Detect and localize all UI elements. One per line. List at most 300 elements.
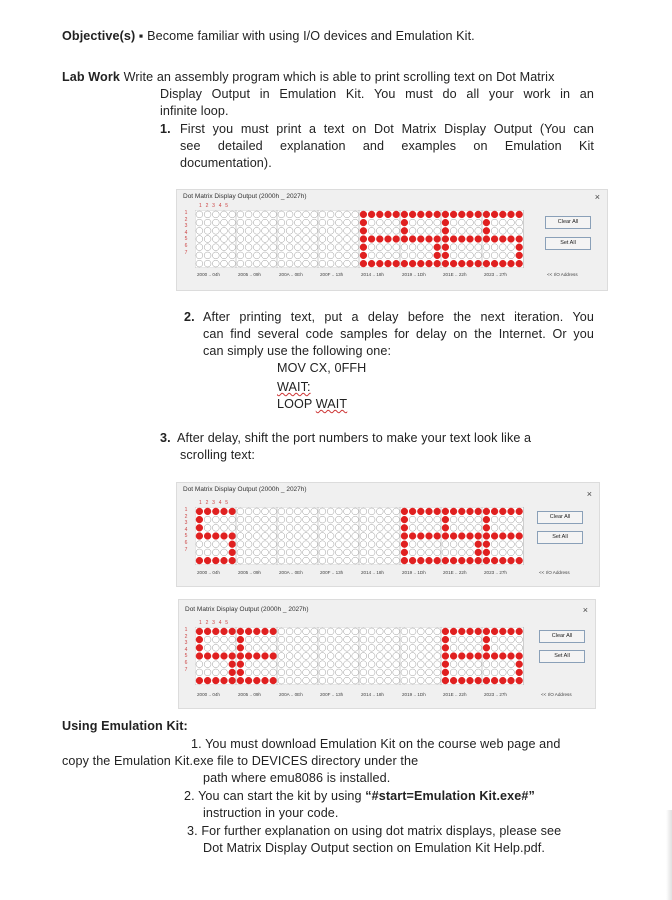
led-dot-off[interactable] bbox=[278, 227, 285, 234]
led-dot-off[interactable] bbox=[491, 669, 498, 676]
led-dot-on[interactable] bbox=[262, 628, 269, 635]
led-dot-off[interactable] bbox=[270, 549, 277, 556]
led-dot-off[interactable] bbox=[352, 541, 359, 548]
clear-all-button[interactable]: Clear All bbox=[539, 630, 585, 643]
led-dot-off[interactable] bbox=[196, 252, 203, 259]
led-dot-off[interactable] bbox=[409, 516, 416, 523]
led-dot-off[interactable] bbox=[516, 644, 523, 651]
led-dot-on[interactable] bbox=[483, 508, 490, 515]
led-dot-off[interactable] bbox=[475, 219, 482, 226]
led-dot-on[interactable] bbox=[212, 557, 219, 564]
led-dot-off[interactable] bbox=[344, 549, 351, 556]
led-dot-off[interactable] bbox=[196, 244, 203, 251]
led-dot-on[interactable] bbox=[434, 260, 441, 267]
led-dot-off[interactable] bbox=[212, 244, 219, 251]
led-dot-off[interactable] bbox=[385, 508, 392, 515]
led-dot-off[interactable] bbox=[467, 516, 474, 523]
led-dot-on[interactable] bbox=[467, 533, 474, 540]
led-dot-off[interactable] bbox=[335, 677, 342, 684]
led-dot-off[interactable] bbox=[360, 516, 367, 523]
led-dot-off[interactable] bbox=[458, 516, 465, 523]
led-dot-off[interactable] bbox=[229, 524, 236, 531]
led-dot-off[interactable] bbox=[401, 244, 408, 251]
led-dot-off[interactable] bbox=[294, 549, 301, 556]
led-dot-on[interactable] bbox=[499, 260, 506, 267]
led-dot-off[interactable] bbox=[270, 557, 277, 564]
led-dot-off[interactable] bbox=[237, 260, 244, 267]
led-dot-off[interactable] bbox=[385, 628, 392, 635]
led-dot-off[interactable] bbox=[294, 236, 301, 243]
led-dot-on[interactable] bbox=[385, 260, 392, 267]
led-dot-on[interactable] bbox=[499, 236, 506, 243]
led-dot-off[interactable] bbox=[319, 236, 326, 243]
led-dot-off[interactable] bbox=[221, 227, 228, 234]
led-dot-off[interactable] bbox=[426, 636, 433, 643]
led-dot-on[interactable] bbox=[458, 260, 465, 267]
led-dot-off[interactable] bbox=[368, 533, 375, 540]
led-dot-off[interactable] bbox=[327, 211, 334, 218]
led-dot-off[interactable] bbox=[294, 661, 301, 668]
led-dot-off[interactable] bbox=[335, 260, 342, 267]
led-dot-on[interactable] bbox=[475, 557, 482, 564]
led-dot-off[interactable] bbox=[491, 644, 498, 651]
led-dot-on[interactable] bbox=[229, 669, 236, 676]
led-dot-off[interactable] bbox=[237, 236, 244, 243]
led-dot-off[interactable] bbox=[450, 244, 457, 251]
led-dot-off[interactable] bbox=[303, 260, 310, 267]
led-dot-off[interactable] bbox=[385, 541, 392, 548]
led-dot-off[interactable] bbox=[294, 636, 301, 643]
led-dot-on[interactable] bbox=[196, 557, 203, 564]
led-dot-off[interactable] bbox=[311, 557, 318, 564]
led-dot-off[interactable] bbox=[319, 252, 326, 259]
led-dot-off[interactable] bbox=[278, 252, 285, 259]
led-dot-off[interactable] bbox=[335, 661, 342, 668]
led-dot-on[interactable] bbox=[401, 524, 408, 531]
led-dot-off[interactable] bbox=[368, 244, 375, 251]
led-dot-off[interactable] bbox=[352, 211, 359, 218]
led-dot-on[interactable] bbox=[467, 653, 474, 660]
clear-all-button[interactable]: Clear All bbox=[545, 216, 591, 229]
led-dot-off[interactable] bbox=[204, 644, 211, 651]
led-dot-off[interactable] bbox=[352, 533, 359, 540]
led-dot-off[interactable] bbox=[237, 508, 244, 515]
led-dot-off[interactable] bbox=[467, 669, 474, 676]
led-dot-off[interactable] bbox=[385, 677, 392, 684]
led-dot-on[interactable] bbox=[467, 677, 474, 684]
led-dot-on[interactable] bbox=[467, 211, 474, 218]
led-dot-off[interactable] bbox=[311, 533, 318, 540]
led-dot-on[interactable] bbox=[253, 628, 260, 635]
led-dot-on[interactable] bbox=[467, 508, 474, 515]
led-dot-on[interactable] bbox=[434, 236, 441, 243]
led-dot-off[interactable] bbox=[278, 236, 285, 243]
led-dot-off[interactable] bbox=[393, 653, 400, 660]
led-dot-off[interactable] bbox=[376, 549, 383, 556]
led-dot-off[interactable] bbox=[262, 661, 269, 668]
led-dot-off[interactable] bbox=[303, 677, 310, 684]
led-dot-on[interactable] bbox=[442, 244, 449, 251]
led-dot-off[interactable] bbox=[352, 653, 359, 660]
led-dot-off[interactable] bbox=[491, 252, 498, 259]
led-dot-off[interactable] bbox=[270, 636, 277, 643]
led-dot-on[interactable] bbox=[434, 508, 441, 515]
led-dot-off[interactable] bbox=[376, 252, 383, 259]
led-dot-off[interactable] bbox=[270, 252, 277, 259]
led-dot-off[interactable] bbox=[393, 252, 400, 259]
led-dot-off[interactable] bbox=[262, 669, 269, 676]
led-dot-off[interactable] bbox=[196, 219, 203, 226]
led-dot-off[interactable] bbox=[368, 524, 375, 531]
led-dot-on[interactable] bbox=[229, 677, 236, 684]
led-dot-off[interactable] bbox=[278, 524, 285, 531]
led-dot-off[interactable] bbox=[253, 661, 260, 668]
led-dot-on[interactable] bbox=[499, 533, 506, 540]
led-dot-on[interactable] bbox=[262, 653, 269, 660]
led-dot-on[interactable] bbox=[401, 557, 408, 564]
led-dot-on[interactable] bbox=[475, 236, 482, 243]
led-dot-off[interactable] bbox=[467, 252, 474, 259]
led-dot-off[interactable] bbox=[458, 636, 465, 643]
led-dot-off[interactable] bbox=[376, 516, 383, 523]
led-dot-on[interactable] bbox=[360, 260, 367, 267]
led-dot-on[interactable] bbox=[475, 211, 482, 218]
led-dot-off[interactable] bbox=[508, 244, 515, 251]
led-dot-off[interactable] bbox=[204, 227, 211, 234]
led-dot-off[interactable] bbox=[311, 524, 318, 531]
led-dot-off[interactable] bbox=[385, 219, 392, 226]
led-dot-off[interactable] bbox=[344, 219, 351, 226]
led-dot-off[interactable] bbox=[499, 516, 506, 523]
led-dot-off[interactable] bbox=[327, 677, 334, 684]
led-dot-on[interactable] bbox=[458, 653, 465, 660]
led-dot-off[interactable] bbox=[278, 219, 285, 226]
set-all-button[interactable]: Set All bbox=[537, 531, 583, 544]
led-dot-off[interactable] bbox=[376, 508, 383, 515]
led-dot-off[interactable] bbox=[319, 628, 326, 635]
led-dot-off[interactable] bbox=[196, 260, 203, 267]
led-dot-off[interactable] bbox=[344, 669, 351, 676]
led-dot-off[interactable] bbox=[417, 653, 424, 660]
led-dot-off[interactable] bbox=[327, 533, 334, 540]
led-dot-on[interactable] bbox=[409, 533, 416, 540]
led-dot-off[interactable] bbox=[237, 219, 244, 226]
led-dot-off[interactable] bbox=[294, 260, 301, 267]
led-dot-off[interactable] bbox=[335, 533, 342, 540]
led-dot-off[interactable] bbox=[417, 524, 424, 531]
led-dot-on[interactable] bbox=[385, 211, 392, 218]
led-dot-on[interactable] bbox=[442, 516, 449, 523]
led-dot-off[interactable] bbox=[458, 549, 465, 556]
led-dot-on[interactable] bbox=[245, 653, 252, 660]
led-dot-off[interactable] bbox=[499, 661, 506, 668]
led-dot-off[interactable] bbox=[253, 244, 260, 251]
led-dot-off[interactable] bbox=[499, 227, 506, 234]
led-dot-off[interactable] bbox=[270, 669, 277, 676]
led-dot-off[interactable] bbox=[204, 516, 211, 523]
led-dot-on[interactable] bbox=[442, 669, 449, 676]
led-dot-off[interactable] bbox=[499, 252, 506, 259]
led-dot-off[interactable] bbox=[344, 661, 351, 668]
led-dot-off[interactable] bbox=[434, 219, 441, 226]
led-dot-on[interactable] bbox=[393, 236, 400, 243]
led-dot-off[interactable] bbox=[352, 557, 359, 564]
led-dot-on[interactable] bbox=[417, 260, 424, 267]
led-dot-on[interactable] bbox=[475, 677, 482, 684]
led-dot-off[interactable] bbox=[294, 677, 301, 684]
led-dot-off[interactable] bbox=[294, 219, 301, 226]
led-dot-off[interactable] bbox=[303, 628, 310, 635]
led-dot-off[interactable] bbox=[344, 557, 351, 564]
led-dot-off[interactable] bbox=[475, 661, 482, 668]
led-dot-off[interactable] bbox=[311, 661, 318, 668]
led-dot-on[interactable] bbox=[401, 260, 408, 267]
led-dot-off[interactable] bbox=[253, 211, 260, 218]
led-dot-off[interactable] bbox=[311, 227, 318, 234]
led-dot-on[interactable] bbox=[212, 653, 219, 660]
led-dot-off[interactable] bbox=[303, 524, 310, 531]
led-dot-off[interactable] bbox=[491, 636, 498, 643]
led-dot-off[interactable] bbox=[253, 524, 260, 531]
led-dot-off[interactable] bbox=[335, 508, 342, 515]
led-dot-off[interactable] bbox=[426, 227, 433, 234]
led-dot-off[interactable] bbox=[344, 524, 351, 531]
led-dot-off[interactable] bbox=[237, 252, 244, 259]
led-dot-off[interactable] bbox=[458, 244, 465, 251]
led-dot-off[interactable] bbox=[508, 669, 515, 676]
led-dot-off[interactable] bbox=[508, 549, 515, 556]
led-dot-on[interactable] bbox=[516, 557, 523, 564]
led-dot-off[interactable] bbox=[303, 636, 310, 643]
led-dot-off[interactable] bbox=[278, 653, 285, 660]
led-dot-on[interactable] bbox=[253, 677, 260, 684]
led-dot-on[interactable] bbox=[221, 628, 228, 635]
led-dot-off[interactable] bbox=[221, 516, 228, 523]
led-dot-off[interactable] bbox=[483, 669, 490, 676]
led-dot-on[interactable] bbox=[508, 628, 515, 635]
led-dot-on[interactable] bbox=[196, 653, 203, 660]
led-dot-off[interactable] bbox=[467, 661, 474, 668]
led-dot-off[interactable] bbox=[286, 653, 293, 660]
led-dot-off[interactable] bbox=[376, 677, 383, 684]
led-dot-off[interactable] bbox=[385, 227, 392, 234]
led-dot-off[interactable] bbox=[303, 549, 310, 556]
led-dot-off[interactable] bbox=[450, 636, 457, 643]
led-dot-on[interactable] bbox=[508, 508, 515, 515]
led-dot-off[interactable] bbox=[245, 260, 252, 267]
led-dot-off[interactable] bbox=[508, 636, 515, 643]
led-dot-on[interactable] bbox=[196, 628, 203, 635]
led-dot-on[interactable] bbox=[483, 557, 490, 564]
led-dot-on[interactable] bbox=[212, 533, 219, 540]
close-icon[interactable]: × bbox=[586, 489, 592, 499]
led-dot-on[interactable] bbox=[229, 508, 236, 515]
led-dot-on[interactable] bbox=[483, 227, 490, 234]
led-dot-on[interactable] bbox=[450, 653, 457, 660]
led-dot-on[interactable] bbox=[237, 636, 244, 643]
led-dot-off[interactable] bbox=[516, 541, 523, 548]
led-dot-off[interactable] bbox=[516, 516, 523, 523]
led-dot-on[interactable] bbox=[221, 508, 228, 515]
led-dot-off[interactable] bbox=[286, 219, 293, 226]
led-dot-on[interactable] bbox=[229, 541, 236, 548]
led-dot-off[interactable] bbox=[376, 628, 383, 635]
led-dot-off[interactable] bbox=[327, 636, 334, 643]
led-dot-off[interactable] bbox=[467, 219, 474, 226]
led-dot-off[interactable] bbox=[385, 661, 392, 668]
led-dot-off[interactable] bbox=[311, 653, 318, 660]
led-dot-off[interactable] bbox=[385, 533, 392, 540]
led-dot-on[interactable] bbox=[483, 260, 490, 267]
led-dot-off[interactable] bbox=[426, 653, 433, 660]
led-dot-off[interactable] bbox=[360, 508, 367, 515]
led-dot-off[interactable] bbox=[204, 524, 211, 531]
led-dot-on[interactable] bbox=[475, 508, 482, 515]
led-dot-off[interactable] bbox=[237, 557, 244, 564]
led-dot-on[interactable] bbox=[442, 252, 449, 259]
led-dot-on[interactable] bbox=[483, 211, 490, 218]
led-dot-on[interactable] bbox=[434, 244, 441, 251]
led-dot-off[interactable] bbox=[237, 211, 244, 218]
led-dot-off[interactable] bbox=[286, 227, 293, 234]
led-dot-on[interactable] bbox=[516, 236, 523, 243]
led-dot-off[interactable] bbox=[212, 644, 219, 651]
led-dot-off[interactable] bbox=[344, 227, 351, 234]
led-dot-on[interactable] bbox=[442, 260, 449, 267]
led-dot-off[interactable] bbox=[294, 211, 301, 218]
led-dot-off[interactable] bbox=[335, 236, 342, 243]
led-dot-off[interactable] bbox=[327, 557, 334, 564]
led-dot-off[interactable] bbox=[499, 524, 506, 531]
led-dot-off[interactable] bbox=[491, 244, 498, 251]
led-dot-off[interactable] bbox=[409, 636, 416, 643]
led-dot-off[interactable] bbox=[352, 252, 359, 259]
led-dot-off[interactable] bbox=[278, 508, 285, 515]
led-dot-off[interactable] bbox=[221, 636, 228, 643]
led-dot-off[interactable] bbox=[253, 508, 260, 515]
led-dot-off[interactable] bbox=[262, 260, 269, 267]
led-dot-off[interactable] bbox=[434, 227, 441, 234]
led-dot-off[interactable] bbox=[434, 653, 441, 660]
led-dot-off[interactable] bbox=[278, 533, 285, 540]
led-dot-off[interactable] bbox=[286, 516, 293, 523]
led-dot-off[interactable] bbox=[303, 653, 310, 660]
led-dot-off[interactable] bbox=[294, 508, 301, 515]
led-dot-on[interactable] bbox=[491, 628, 498, 635]
led-dot-off[interactable] bbox=[376, 669, 383, 676]
clear-all-button[interactable]: Clear All bbox=[537, 511, 583, 524]
led-dot-off[interactable] bbox=[352, 219, 359, 226]
led-dot-off[interactable] bbox=[499, 636, 506, 643]
led-dot-off[interactable] bbox=[352, 628, 359, 635]
set-all-button[interactable]: Set All bbox=[545, 237, 591, 250]
led-dot-off[interactable] bbox=[294, 669, 301, 676]
led-dot-off[interactable] bbox=[335, 227, 342, 234]
led-dot-off[interactable] bbox=[385, 557, 392, 564]
led-dot-off[interactable] bbox=[262, 508, 269, 515]
led-dot-on[interactable] bbox=[483, 549, 490, 556]
led-dot-on[interactable] bbox=[475, 628, 482, 635]
led-dot-off[interactable] bbox=[409, 549, 416, 556]
led-dot-off[interactable] bbox=[270, 533, 277, 540]
led-dot-off[interactable] bbox=[327, 669, 334, 676]
led-dot-on[interactable] bbox=[491, 533, 498, 540]
led-dot-off[interactable] bbox=[417, 541, 424, 548]
led-dot-off[interactable] bbox=[434, 644, 441, 651]
led-dot-off[interactable] bbox=[286, 244, 293, 251]
led-dot-off[interactable] bbox=[417, 252, 424, 259]
led-dot-off[interactable] bbox=[212, 260, 219, 267]
led-dot-off[interactable] bbox=[204, 244, 211, 251]
led-dot-on[interactable] bbox=[409, 260, 416, 267]
led-dot-off[interactable] bbox=[434, 661, 441, 668]
led-dot-off[interactable] bbox=[491, 549, 498, 556]
led-dot-off[interactable] bbox=[204, 211, 211, 218]
led-dot-off[interactable] bbox=[278, 260, 285, 267]
led-dot-on[interactable] bbox=[237, 653, 244, 660]
led-dot-off[interactable] bbox=[450, 644, 457, 651]
led-dot-off[interactable] bbox=[319, 541, 326, 548]
led-dot-off[interactable] bbox=[434, 524, 441, 531]
led-dot-on[interactable] bbox=[450, 677, 457, 684]
led-dot-off[interactable] bbox=[286, 669, 293, 676]
led-dot-off[interactable] bbox=[229, 219, 236, 226]
led-dot-off[interactable] bbox=[294, 524, 301, 531]
led-dot-off[interactable] bbox=[245, 557, 252, 564]
led-dot-off[interactable] bbox=[393, 541, 400, 548]
led-dot-on[interactable] bbox=[458, 628, 465, 635]
led-dot-on[interactable] bbox=[475, 260, 482, 267]
led-dot-off[interactable] bbox=[368, 557, 375, 564]
led-dot-off[interactable] bbox=[409, 219, 416, 226]
led-dot-off[interactable] bbox=[221, 541, 228, 548]
led-dot-off[interactable] bbox=[376, 227, 383, 234]
led-dot-off[interactable] bbox=[278, 636, 285, 643]
led-dot-off[interactable] bbox=[245, 669, 252, 676]
led-dot-off[interactable] bbox=[426, 677, 433, 684]
led-dot-off[interactable] bbox=[467, 541, 474, 548]
led-dot-off[interactable] bbox=[221, 524, 228, 531]
led-dot-off[interactable] bbox=[237, 244, 244, 251]
led-dot-off[interactable] bbox=[426, 549, 433, 556]
led-dot-off[interactable] bbox=[196, 661, 203, 668]
led-dot-off[interactable] bbox=[516, 524, 523, 531]
led-dot-off[interactable] bbox=[491, 219, 498, 226]
led-dot-off[interactable] bbox=[475, 644, 482, 651]
led-dot-off[interactable] bbox=[253, 541, 260, 548]
led-dot-on[interactable] bbox=[417, 508, 424, 515]
led-dot-off[interactable] bbox=[434, 549, 441, 556]
led-dot-on[interactable] bbox=[516, 661, 523, 668]
led-dot-on[interactable] bbox=[508, 211, 515, 218]
led-dot-off[interactable] bbox=[327, 236, 334, 243]
led-dot-on[interactable] bbox=[368, 260, 375, 267]
led-dot-on[interactable] bbox=[417, 557, 424, 564]
led-dot-off[interactable] bbox=[508, 516, 515, 523]
led-dot-on[interactable] bbox=[237, 669, 244, 676]
led-dot-off[interactable] bbox=[344, 236, 351, 243]
led-dot-on[interactable] bbox=[434, 211, 441, 218]
led-dot-on[interactable] bbox=[458, 677, 465, 684]
led-dot-off[interactable] bbox=[376, 524, 383, 531]
led-dot-off[interactable] bbox=[303, 211, 310, 218]
led-dot-off[interactable] bbox=[475, 227, 482, 234]
led-dot-off[interactable] bbox=[286, 533, 293, 540]
led-dot-on[interactable] bbox=[475, 541, 482, 548]
led-dot-off[interactable] bbox=[467, 549, 474, 556]
led-dot-off[interactable] bbox=[426, 252, 433, 259]
led-dot-off[interactable] bbox=[401, 677, 408, 684]
